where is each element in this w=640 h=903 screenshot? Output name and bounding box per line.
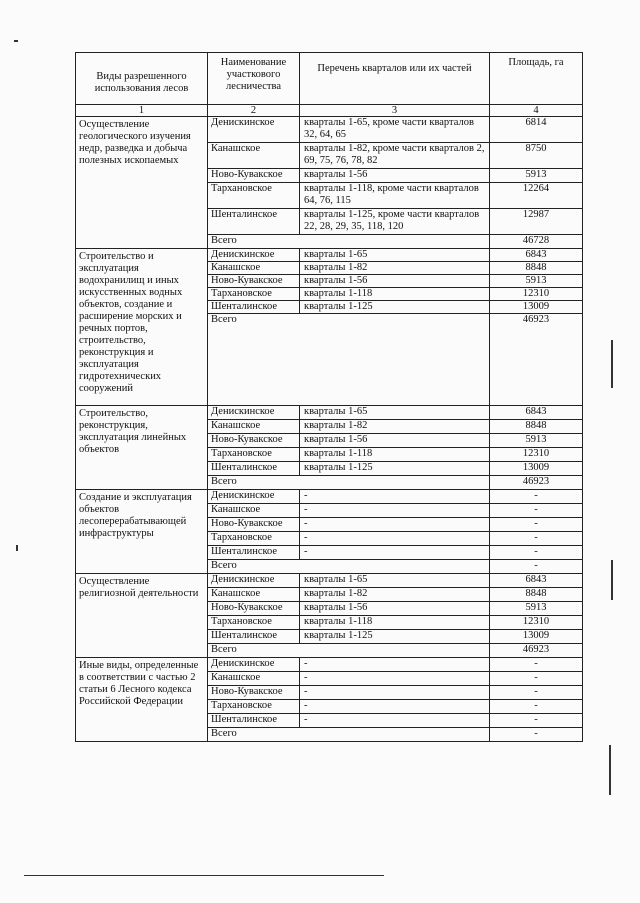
header-quarters: Перечень кварталов или их частей (300, 53, 490, 105)
scan-mark (14, 40, 18, 42)
quarters-cell: кварталы 1-125 (300, 630, 490, 644)
scan-mark (16, 545, 18, 551)
area-cell: - (490, 672, 583, 686)
quarters-cell: кварталы 1-82, кроме части кварталов 2, 69, 75, 76, 78, 82 (300, 143, 490, 169)
header-area: Площадь, га (490, 53, 583, 105)
table-header (76, 53, 583, 117)
forestry-cell: Денискинское (208, 490, 300, 504)
table-row (76, 490, 583, 504)
use-kind-cell: Строительство и эксплуатация водохранилищ и иных искусственных водных объектов, создание и расширение морских и речных портов, строительство, реконструкция и эксплуатация гидротехнических сооружений (76, 249, 208, 406)
column-number: 3 (300, 105, 490, 117)
total-area: 46923 (490, 314, 583, 406)
column-number: 1 (76, 105, 208, 117)
area-cell: - (490, 518, 583, 532)
area-cell: 5913 (490, 275, 583, 288)
forestry-cell: Ново-Кувакское (208, 434, 300, 448)
forestry-cell: Канашское (208, 262, 300, 275)
quarters-cell: - (300, 700, 490, 714)
total-label: Всего (208, 644, 490, 658)
forestry-cell: Шенталинское (208, 209, 300, 235)
quarters-cell: - (300, 546, 490, 560)
use-kind-cell: Создание и эксплуатация объектов лесоперерабатывающей инфраструктуры (76, 490, 208, 574)
quarters-cell: кварталы 1-82 (300, 262, 490, 275)
quarters-cell: кварталы 1-118, кроме части кварталов 64, 76, 115 (300, 183, 490, 209)
total-label: Всего (208, 235, 490, 249)
quarters-cell: кварталы 1-65, кроме части кварталов 32, 64, 65 (300, 117, 490, 143)
total-label: Всего (208, 314, 490, 406)
table-row (76, 117, 583, 143)
forestry-cell: Ново-Кувакское (208, 518, 300, 532)
area-cell: 8848 (490, 262, 583, 275)
total-area: 46728 (490, 235, 583, 249)
quarters-cell: кварталы 1-125 (300, 462, 490, 476)
scan-mark (611, 340, 613, 388)
area-cell: 8750 (490, 143, 583, 169)
column-number: 4 (490, 105, 583, 117)
total-area: 46923 (490, 644, 583, 658)
area-cell: 13009 (490, 630, 583, 644)
area-cell: - (490, 658, 583, 672)
forestry-cell: Канашское (208, 504, 300, 518)
quarters-cell: кварталы 1-82 (300, 588, 490, 602)
quarters-cell: кварталы 1-56 (300, 169, 490, 183)
forest-use-table (75, 52, 583, 742)
total-area: 46923 (490, 476, 583, 490)
total-label: Всего (208, 476, 490, 490)
quarters-cell: - (300, 504, 490, 518)
total-area: - (490, 560, 583, 574)
area-cell: 6843 (490, 249, 583, 262)
forestry-cell: Шенталинское (208, 462, 300, 476)
table-row (76, 658, 583, 672)
total-label: Всего (208, 728, 490, 742)
quarters-cell: кварталы 1-65 (300, 574, 490, 588)
forestry-cell: Денискинское (208, 117, 300, 143)
forestry-cell: Шенталинское (208, 546, 300, 560)
forestry-cell: Ново-Кувакское (208, 602, 300, 616)
quarters-cell: кварталы 1-125 (300, 301, 490, 314)
scan-mark (611, 560, 613, 600)
forestry-cell: Ново-Кувакское (208, 686, 300, 700)
quarters-cell: - (300, 518, 490, 532)
forestry-cell: Ново-Кувакское (208, 169, 300, 183)
header-forestry: Наименование участкового лесничества (208, 53, 300, 105)
area-cell: 6843 (490, 406, 583, 420)
quarters-cell: - (300, 714, 490, 728)
area-cell: 5913 (490, 434, 583, 448)
area-cell: 12310 (490, 288, 583, 301)
forestry-cell: Денискинское (208, 658, 300, 672)
use-kind-cell: Иные виды, определенные в соответствии с частью 2 статьи 6 Лесного кодекса Российской Федерации (76, 658, 208, 742)
forestry-cell: Канашское (208, 420, 300, 434)
area-cell: 8848 (490, 420, 583, 434)
column-number: 2 (208, 105, 300, 117)
table-row (76, 574, 583, 588)
forestry-cell: Ново-Кувакское (208, 275, 300, 288)
area-cell: - (490, 686, 583, 700)
forestry-cell: Канашское (208, 672, 300, 686)
use-kind-cell: Строительство, реконструкция, эксплуатация линейных объектов (76, 406, 208, 490)
quarters-cell: - (300, 658, 490, 672)
forestry-cell: Шенталинское (208, 714, 300, 728)
area-cell: 12987 (490, 209, 583, 235)
quarters-cell: кварталы 1-65 (300, 406, 490, 420)
quarters-cell: - (300, 672, 490, 686)
forestry-cell: Канашское (208, 143, 300, 169)
forestry-cell: Денискинское (208, 406, 300, 420)
quarters-cell: кварталы 1-118 (300, 288, 490, 301)
area-cell: - (490, 504, 583, 518)
area-cell: 6843 (490, 574, 583, 588)
area-cell: 6814 (490, 117, 583, 143)
total-label: Всего (208, 560, 490, 574)
quarters-cell: кварталы 1-56 (300, 275, 490, 288)
area-cell: 13009 (490, 301, 583, 314)
use-kind-cell: Осуществление геологического изучения недр, разведка и добыча полезных ископаемых (76, 117, 208, 249)
forestry-cell: Канашское (208, 588, 300, 602)
quarters-cell: - (300, 490, 490, 504)
quarters-cell: кварталы 1-125, кроме части кварталов 22, 28, 29, 35, 118, 120 (300, 209, 490, 235)
area-cell: 12264 (490, 183, 583, 209)
forestry-cell: Шенталинское (208, 301, 300, 314)
quarters-cell: кварталы 1-65 (300, 249, 490, 262)
table-row (76, 406, 583, 420)
forestry-cell: Денискинское (208, 574, 300, 588)
forestry-cell: Денискинское (208, 249, 300, 262)
forestry-cell: Тархановское (208, 532, 300, 546)
use-kind-cell: Осуществление религиозной деятельности (76, 574, 208, 658)
area-cell: - (490, 546, 583, 560)
header-kind: Виды разрешенного использования лесов (76, 53, 208, 105)
quarters-cell: кварталы 1-56 (300, 602, 490, 616)
forestry-cell: Тархановское (208, 448, 300, 462)
bottom-rule (24, 875, 384, 876)
area-cell: 8848 (490, 588, 583, 602)
quarters-cell: - (300, 532, 490, 546)
area-cell: - (490, 490, 583, 504)
area-cell: - (490, 532, 583, 546)
scan-mark (609, 745, 611, 795)
area-cell: - (490, 714, 583, 728)
area-cell: 5913 (490, 602, 583, 616)
quarters-cell: кварталы 1-118 (300, 448, 490, 462)
forestry-cell: Тархановское (208, 700, 300, 714)
area-cell: 12310 (490, 448, 583, 462)
table-row (76, 249, 583, 262)
forestry-cell: Тархановское (208, 183, 300, 209)
forestry-cell: Тархановское (208, 616, 300, 630)
area-cell: - (490, 700, 583, 714)
total-area: - (490, 728, 583, 742)
forestry-cell: Шенталинское (208, 630, 300, 644)
forestry-cell: Тархановское (208, 288, 300, 301)
area-cell: 13009 (490, 462, 583, 476)
table-body (76, 117, 583, 742)
area-cell: 12310 (490, 616, 583, 630)
area-cell: 5913 (490, 169, 583, 183)
quarters-cell: кварталы 1-82 (300, 420, 490, 434)
quarters-cell: кварталы 1-56 (300, 434, 490, 448)
quarters-cell: кварталы 1-118 (300, 616, 490, 630)
quarters-cell: - (300, 686, 490, 700)
